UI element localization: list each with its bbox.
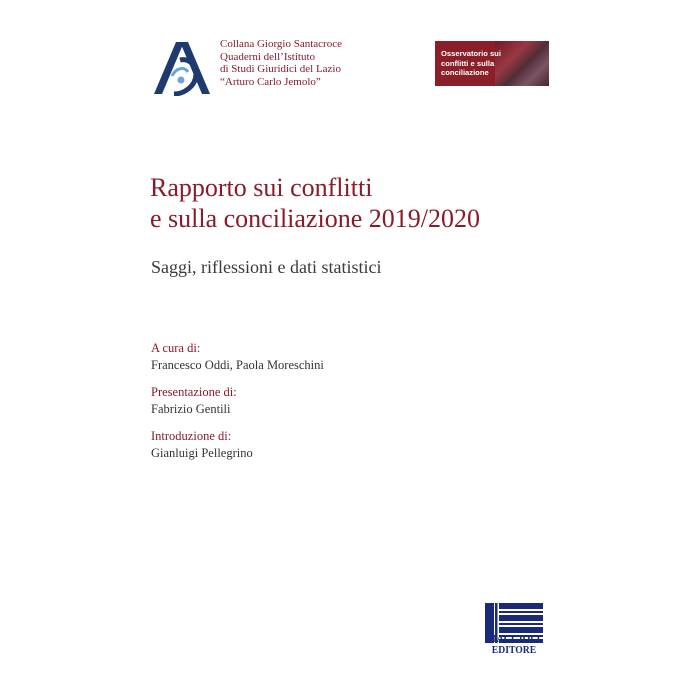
title-line-1: Rapporto sui conflitti	[150, 173, 373, 202]
credit-value: Gianluigi Pellegrino	[151, 446, 253, 460]
series-line: di Studi Giuridici del Lazio	[220, 63, 341, 75]
badge-line: conciliazione	[441, 68, 489, 77]
credit-introduction	[151, 428, 324, 462]
badge-photo	[495, 41, 549, 86]
institute-logo-icon	[150, 36, 212, 96]
credits	[151, 340, 324, 472]
credit-label: A cura di:	[151, 341, 201, 355]
book-cover	[138, 20, 568, 680]
credit-label: Presentazione di:	[151, 385, 237, 399]
credit-value: Fabrizio Gentili	[151, 402, 231, 416]
observatory-badge	[435, 41, 549, 86]
series-line: “Arturo Carlo Jemolo”	[220, 75, 321, 88]
publisher-name	[481, 634, 547, 656]
series-line: Collana Giorgio Santacroce	[220, 38, 342, 50]
series-caption	[220, 38, 410, 88]
badge-line: Osservatorio sui	[441, 49, 501, 58]
series-line: Quaderni dell’Istituto	[220, 50, 316, 63]
credit-editors	[151, 340, 324, 374]
publisher-line: MAGGIOLI	[487, 634, 541, 645]
credit-value: Francesco Oddi, Paola Moreschini	[151, 358, 324, 372]
book-title	[150, 172, 570, 234]
badge-line: conflitti e sulla	[441, 58, 495, 68]
credit-presentation	[151, 384, 324, 418]
title-line-2: e sulla conciliazione 2019/2020	[150, 204, 480, 233]
book-subtitle: Saggi, riflessioni e dati statistici	[151, 257, 382, 277]
publisher-line: EDITORE	[491, 645, 537, 656]
credit-label: Introduzione di:	[151, 429, 232, 443]
